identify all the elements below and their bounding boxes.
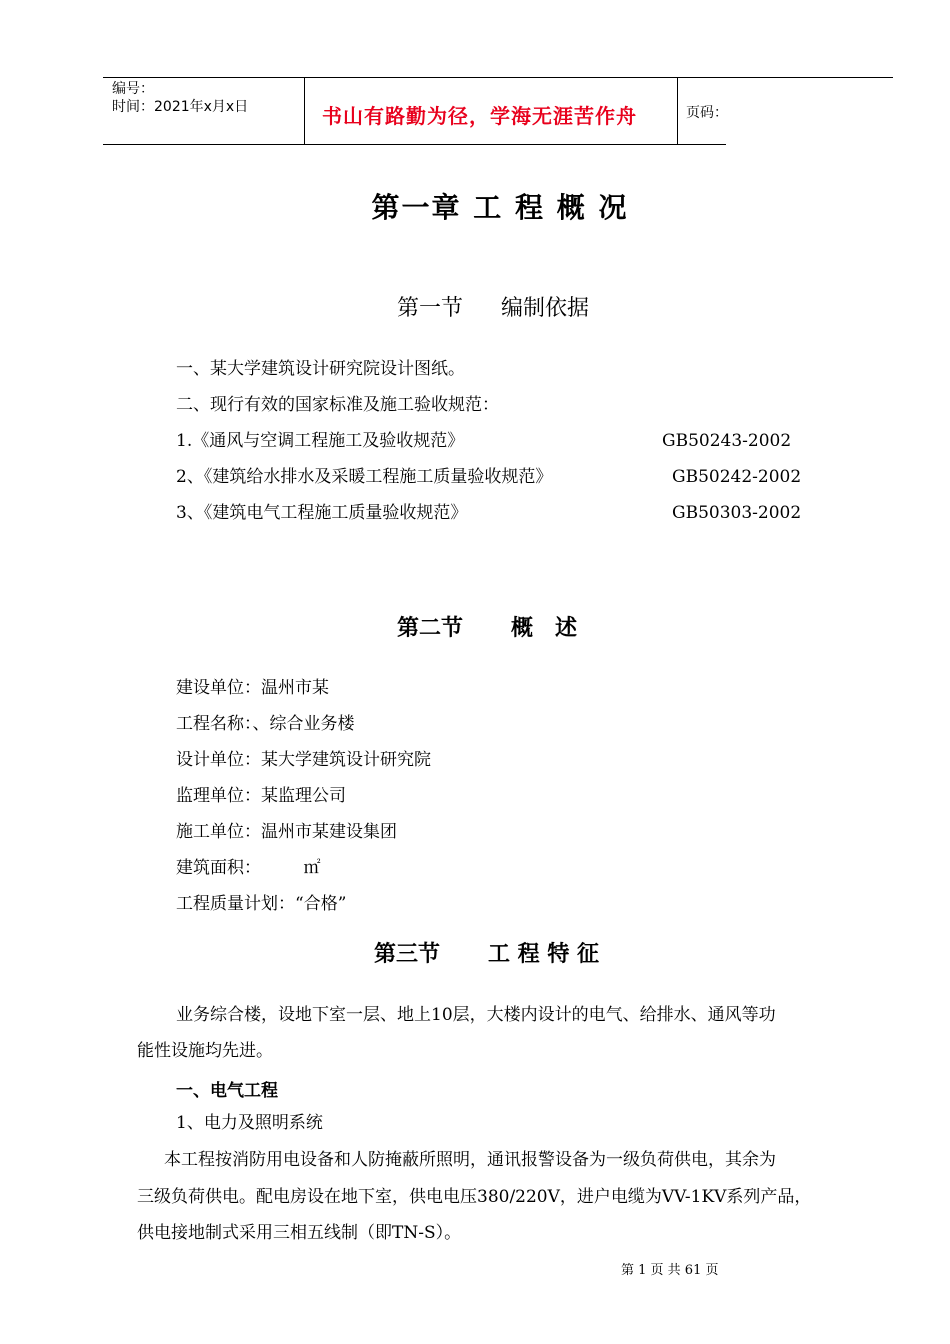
section1-title-num: 第一节 [397, 296, 464, 321]
section3-body-line3: 供电接地制式采用三相五线制（即TN-S）。 [137, 1223, 462, 1243]
field-builder: 建设单位：温州市某 [176, 678, 329, 698]
field-area: 建筑面积： ㎡ [176, 858, 321, 878]
section3-intro-line1: 业务综合楼，设地下室一层、地上10层，大楼内设计的电气、给排水、通风等功 [176, 1005, 776, 1025]
section3-intro-line2: 能性设施均先进。 [137, 1041, 273, 1061]
section1-title [397, 291, 589, 322]
standard-1-code: GB50243-2002 [662, 431, 792, 451]
field-supervisor: 监理单位：某监理公司 [176, 786, 346, 806]
header-number-label: 编号： [112, 81, 154, 97]
standard-3-name: 3、《建筑电气工程施工质量验收规范》 [176, 503, 468, 523]
section1-item-1: 一、某大学建筑设计研究院设计图纸。 [176, 359, 465, 379]
header-bottom-line [103, 144, 726, 145]
section1-title-text: 编制依据 [501, 296, 590, 321]
field-project-name: 工程名称：、综合业务楼 [176, 714, 355, 734]
section3-body-line1: 本工程按消防用电设备和人防掩蔽所照明，通讯报警设备为一级负荷供电，其余为 [164, 1150, 776, 1170]
section3-title [374, 937, 599, 968]
header-motto: 书山有路勤为径，学海无涯苦作舟 [322, 104, 637, 128]
section1-item-2: 二、现行有效的国家标准及施工验收规范： [176, 395, 499, 415]
section3-body-line2: 三级负荷供电。配电房设在地下室，供电电压380/220V，进户电缆为VV-1KV系列产品， [137, 1187, 812, 1207]
section2-title [397, 611, 577, 642]
header-time-label: 时间：2021年x月x日 [112, 99, 249, 115]
field-contractor: 施工单位：温州市某建设集团 [176, 822, 397, 842]
section2-title-text: 概 述 [511, 616, 578, 641]
header-divider-right [677, 77, 678, 145]
footer-page-number: 第 1 页 共 61 页 [621, 1263, 719, 1278]
section3-subheading-electrical: 一、电气工程 [176, 1081, 278, 1101]
standard-1-name: 1.《通风与空调工程施工及验收规范》 [176, 431, 465, 451]
section3-title-num: 第三节 [374, 942, 441, 967]
standard-2-name: 2、《建筑给水排水及采暖工程施工质量验收规范》 [176, 467, 553, 487]
field-quality: 工程质量计划：“合格” [176, 894, 347, 914]
header-top-line [103, 77, 893, 78]
field-designer: 设计单位：某大学建筑设计研究院 [176, 750, 431, 770]
standard-2-code: GB50242-2002 [672, 467, 802, 487]
header-page-label: 页码： [686, 105, 728, 121]
header-divider-left [304, 77, 305, 145]
chapter-title: 第一章 工 程 概 况 [371, 191, 629, 224]
section3-title-text: 工 程 特 征 [488, 942, 599, 967]
standard-3-code: GB50303-2002 [672, 503, 802, 523]
section2-title-num: 第二节 [397, 616, 464, 641]
section3-subheading-power-lighting: 1、电力及照明系统 [176, 1113, 323, 1133]
